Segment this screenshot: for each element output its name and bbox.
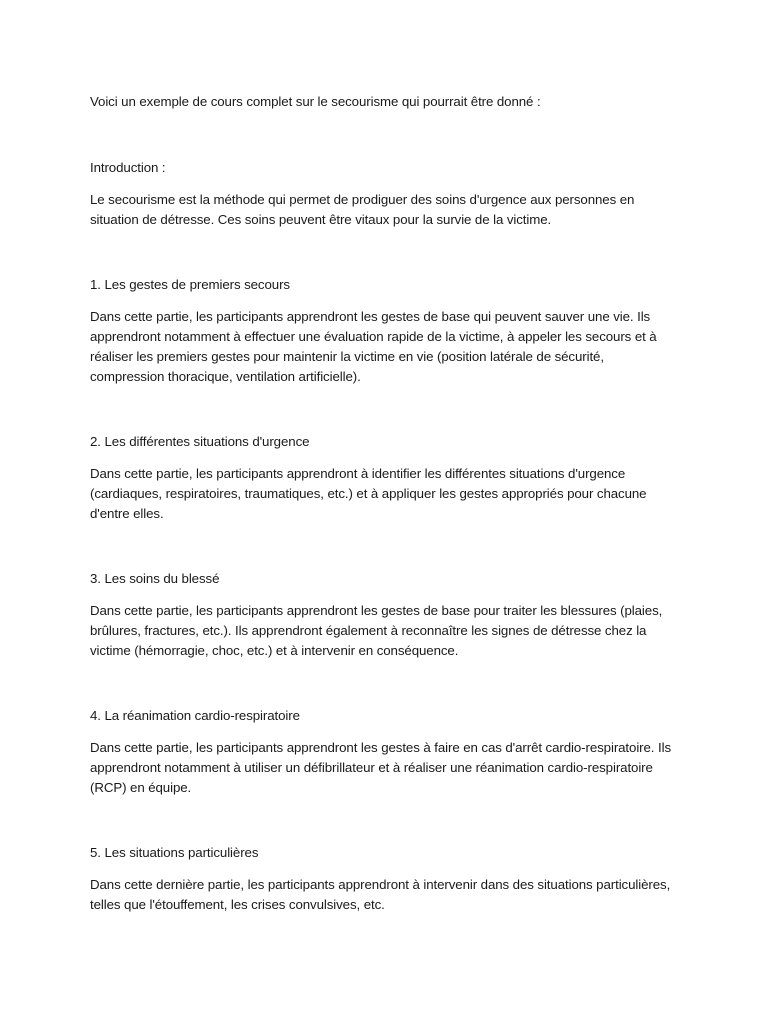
section-premiers-secours bbox=[90, 275, 678, 387]
section-soins-blesse bbox=[90, 569, 678, 661]
section-body: Dans cette partie, les participants apprendront les gestes de base pour traiter les blessures (plaies, brûlures, fractures, etc.). Ils apprendront également à reconnaître les signes de détresse chez la victime (hémorragie, choc, etc.) et à intervenir en conséquence. bbox=[90, 603, 663, 658]
intro-line: Voici un exemple de cours complet sur le secourisme qui pourrait être donné : bbox=[90, 94, 541, 109]
section-heading: 3. Les soins du blessé bbox=[90, 571, 220, 586]
section-heading: 2. Les différentes situations d'urgence bbox=[90, 434, 310, 449]
section-introduction bbox=[90, 158, 678, 230]
section-heading: Introduction : bbox=[90, 160, 166, 175]
section-body: Dans cette partie, les participants apprendront à identifier les différentes situations d'urgence (cardiaques, respiratoires, traumatiques, etc.) et à appliquer les gestes appropriés pour chacune d'entre elles. bbox=[90, 466, 647, 521]
section-body: Dans cette partie, les participants apprendront les gestes de base qui peuvent sauver une vie. Ils apprendront notamment à effectuer une évaluation rapide de la victime, à appeler les secours et à réaliser les premiers gestes pour maintenir la victime en vie (position latérale de sécurité, compression thoracique, ventilation artificielle). bbox=[90, 309, 657, 384]
section-heading: 4. La réanimation cardio-respiratoire bbox=[90, 708, 300, 723]
section-situations-particulieres bbox=[90, 843, 678, 915]
section-body: Dans cette partie, les participants apprendront les gestes à faire en cas d'arrêt cardio-respiratoire. Ils apprendront notamment à utiliser un défibrillateur et à réaliser une réanimation cardio-respiratoire (RCP) en équipe. bbox=[90, 740, 671, 795]
section-heading: 1. Les gestes de premiers secours bbox=[90, 277, 290, 292]
section-situations-urgence bbox=[90, 432, 678, 524]
section-body: Le secourisme est la méthode qui permet de prodiguer des soins d'urgence aux personnes en situation de détresse. Ces soins peuvent être vitaux pour la survie de la victime. bbox=[90, 192, 635, 227]
section-reanimation bbox=[90, 706, 678, 798]
section-heading: 5. Les situations particulières bbox=[90, 845, 259, 860]
section-body: Dans cette dernière partie, les participants apprendront à intervenir dans des situations particulières, telles que l'étouffement, les crises convulsives, etc. bbox=[90, 877, 671, 912]
